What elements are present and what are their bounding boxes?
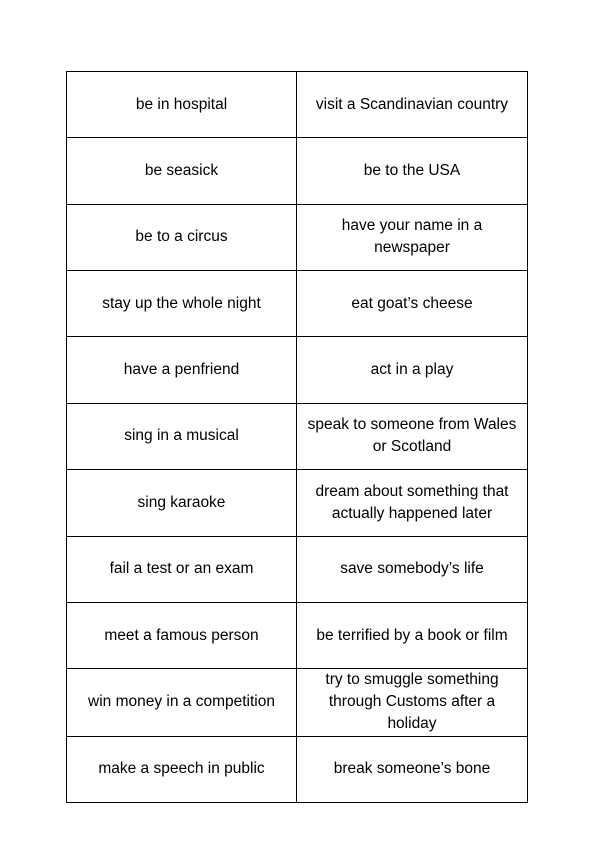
- card-left: win money in a competition: [67, 669, 297, 736]
- card-right: have your name in a newspaper: [297, 204, 528, 270]
- card-left: be to a circus: [67, 204, 297, 270]
- card-left: sing karaoke: [67, 470, 297, 536]
- table-row: [67, 271, 528, 337]
- table-row: [67, 470, 528, 536]
- card-right: break someone’s bone: [297, 736, 528, 802]
- card-left: be seasick: [67, 138, 297, 204]
- table-row: [67, 138, 528, 204]
- table-row: [67, 403, 528, 469]
- card-right: be to the USA: [297, 138, 528, 204]
- card-right: visit a Scandinavian country: [297, 72, 528, 138]
- table-row: [67, 204, 528, 270]
- card-right: eat goat’s cheese: [297, 271, 528, 337]
- card-left: stay up the whole night: [67, 271, 297, 337]
- table-row: [67, 536, 528, 602]
- card-right: act in a play: [297, 337, 528, 403]
- table-row: [67, 72, 528, 138]
- card-left: be in hospital: [67, 72, 297, 138]
- card-right: dream about something that actually happened later: [297, 470, 528, 536]
- card-left: fail a test or an exam: [67, 536, 297, 602]
- card-left: meet a famous person: [67, 602, 297, 668]
- table-row: [67, 669, 528, 736]
- card-right: save somebody’s life: [297, 536, 528, 602]
- table-row: [67, 736, 528, 802]
- card-left: sing in a musical: [67, 403, 297, 469]
- table-row: [67, 337, 528, 403]
- card-left: have a penfriend: [67, 337, 297, 403]
- card-right: speak to someone from Wales or Scotland: [297, 403, 528, 469]
- phrase-card-table: [66, 71, 528, 803]
- card-right: be terrified by a book or film: [297, 602, 528, 668]
- table-row: [67, 602, 528, 668]
- card-left: make a speech in public: [67, 736, 297, 802]
- card-right: try to smuggle something through Customs after a holiday: [297, 669, 528, 736]
